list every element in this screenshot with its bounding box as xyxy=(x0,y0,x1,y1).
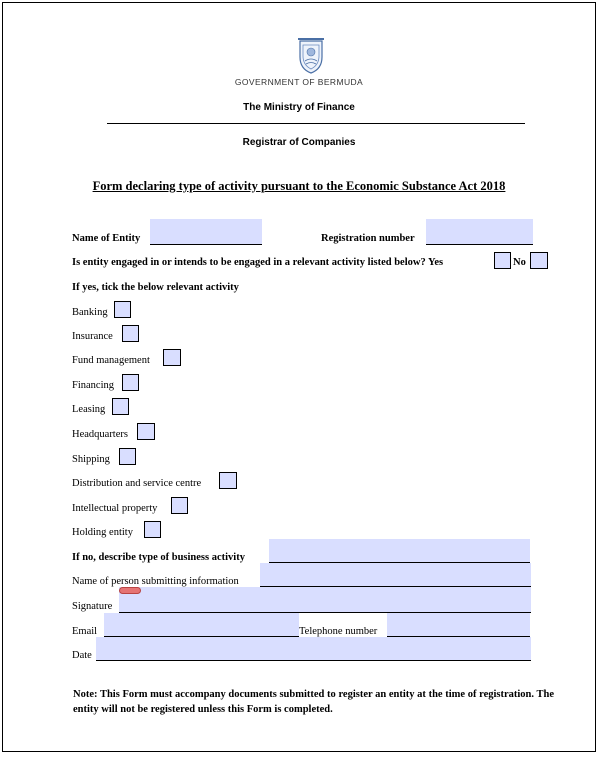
email-label: Email xyxy=(72,626,98,637)
registrar-heading: Registrar of Companies xyxy=(242,137,356,148)
no-checkbox[interactable] xyxy=(530,252,548,269)
activity-leasing-label: Leasing xyxy=(72,404,106,415)
activity-headquarters-label: Headquarters xyxy=(72,429,128,440)
activity-distribution-label: Distribution and service centre xyxy=(72,478,202,489)
activity-intellectual-property-checkbox[interactable] xyxy=(171,497,188,514)
person-submitting-label: Name of person submitting information xyxy=(72,576,239,587)
yes-label: Yes xyxy=(427,257,444,268)
if-no-label: If no, describe type of business activity xyxy=(72,552,245,563)
signature-label: Signature xyxy=(72,601,113,612)
header-divider xyxy=(107,123,525,124)
activity-leasing-checkbox[interactable] xyxy=(112,398,129,415)
name-of-entity-label: Name of Entity xyxy=(72,233,141,244)
activity-shipping-label: Shipping xyxy=(72,454,110,465)
bermuda-crest-icon xyxy=(296,37,326,75)
signature-field[interactable] xyxy=(119,587,531,613)
person-submitting-field[interactable] xyxy=(260,563,531,587)
telephone-field[interactable] xyxy=(387,613,530,637)
activity-financing-label: Financing xyxy=(72,380,114,391)
registration-number-label: Registration number xyxy=(321,233,415,244)
name-of-entity-field[interactable] xyxy=(150,219,262,245)
activity-insurance-checkbox[interactable] xyxy=(122,325,139,342)
activity-insurance-label: Insurance xyxy=(72,331,113,342)
activity-holding-entity-label: Holding entity xyxy=(72,527,133,538)
activity-fund-management-label: Fund management xyxy=(72,355,150,366)
activity-shipping-checkbox[interactable] xyxy=(119,448,136,465)
engaged-question xyxy=(72,257,443,269)
signature-marker-icon xyxy=(119,587,141,594)
if-yes-label: If yes, tick the below relevant activity xyxy=(72,282,239,293)
activity-banking-checkbox[interactable] xyxy=(114,301,131,318)
date-label: Date xyxy=(72,650,92,661)
registration-number-field[interactable] xyxy=(426,219,533,245)
yes-checkbox[interactable] xyxy=(494,252,511,269)
activity-distribution-checkbox[interactable] xyxy=(219,472,237,489)
activity-holding-entity-checkbox[interactable] xyxy=(144,521,161,538)
activity-banking-label: Banking xyxy=(72,307,108,318)
activity-fund-management-checkbox[interactable] xyxy=(163,349,181,366)
business-activity-field[interactable] xyxy=(269,539,530,563)
form-note: Note: This Form must accompany documents submitted to register an entity at the time of registration. The entity will not be registered unless this Form is completed. xyxy=(73,689,554,715)
telephone-label: Telephone number xyxy=(299,626,378,637)
activity-intellectual-property-label: Intellectual property xyxy=(72,503,158,514)
date-field[interactable] xyxy=(96,637,531,661)
activity-headquarters-checkbox[interactable] xyxy=(137,423,155,440)
engaged-question-text: Is entity engaged in or intends to be engaged in a relevant activity listed below? xyxy=(72,257,426,268)
government-heading: GOVERNMENT OF BERMUDA xyxy=(234,77,364,87)
ministry-heading: The Ministry of Finance xyxy=(243,102,355,113)
no-label: No xyxy=(513,257,526,268)
activity-financing-checkbox[interactable] xyxy=(122,374,139,391)
email-field[interactable] xyxy=(104,613,299,637)
form-title: Form declaring type of activity pursuant to the Economic Substance Act 2018 xyxy=(92,179,506,193)
form-page xyxy=(2,2,596,752)
